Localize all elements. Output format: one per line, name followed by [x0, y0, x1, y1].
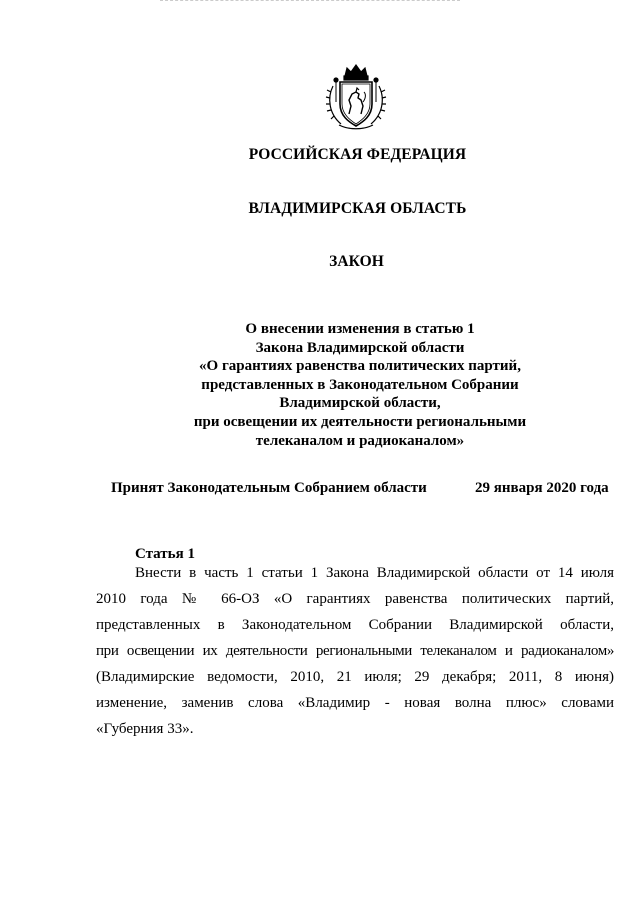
- law-title-line: О внесении изменения в статью 1: [245, 321, 475, 337]
- article-text-line: представленных в Законодательном Собрании Владимирской области,: [96, 617, 614, 633]
- document-type-heading: ЗАКОН: [329, 253, 384, 270]
- adoption-date: 29 января 2020 года: [475, 480, 609, 496]
- law-title-line: Закона Владимирской области: [255, 339, 465, 356]
- law-title: [180, 320, 540, 450]
- law-title-line: Владимирской области,: [279, 395, 441, 412]
- region-heading: ВЛАДИМИРСКАЯ ОБЛАСТЬ: [248, 200, 467, 217]
- law-title-line: телеканалом и радиоканалом»: [255, 432, 465, 449]
- law-title-line: при освещении их деятельности региональными: [193, 413, 527, 430]
- article-text-line: Внести в часть 1 статьи 1 Закона Владимирской области от 14 июля: [135, 565, 614, 581]
- law-title-line: «О гарантиях равенства политических партий,: [199, 358, 521, 375]
- article-text-line: «Губерния 33».: [96, 721, 194, 737]
- law-title-line: представленных в Законодательном Собрании: [201, 376, 519, 393]
- article-text-line: 2010 года № 66-ОЗ «О гарантиях равенства политических партий,: [96, 591, 614, 607]
- adoption-text: Принят Законодательным Собранием области: [111, 480, 427, 496]
- coat-of-arms-icon: [325, 62, 387, 132]
- country-heading: РОССИЙСКАЯ ФЕДЕРАЦИЯ: [248, 146, 467, 163]
- article-text-line: изменение, заменив слова «Владимир - новая волна плюс» словами: [96, 695, 614, 711]
- article-title: Статья 1: [135, 546, 195, 562]
- scan-edge-dashes: [160, 0, 460, 3]
- article-text-line: (Владимирские ведомости, 2010, 21 июля; 29 декабря; 2011, 8 июня): [96, 669, 614, 685]
- article-text-line: при освещении их деятельности региональными телеканалом и радиоканалом»: [96, 643, 614, 659]
